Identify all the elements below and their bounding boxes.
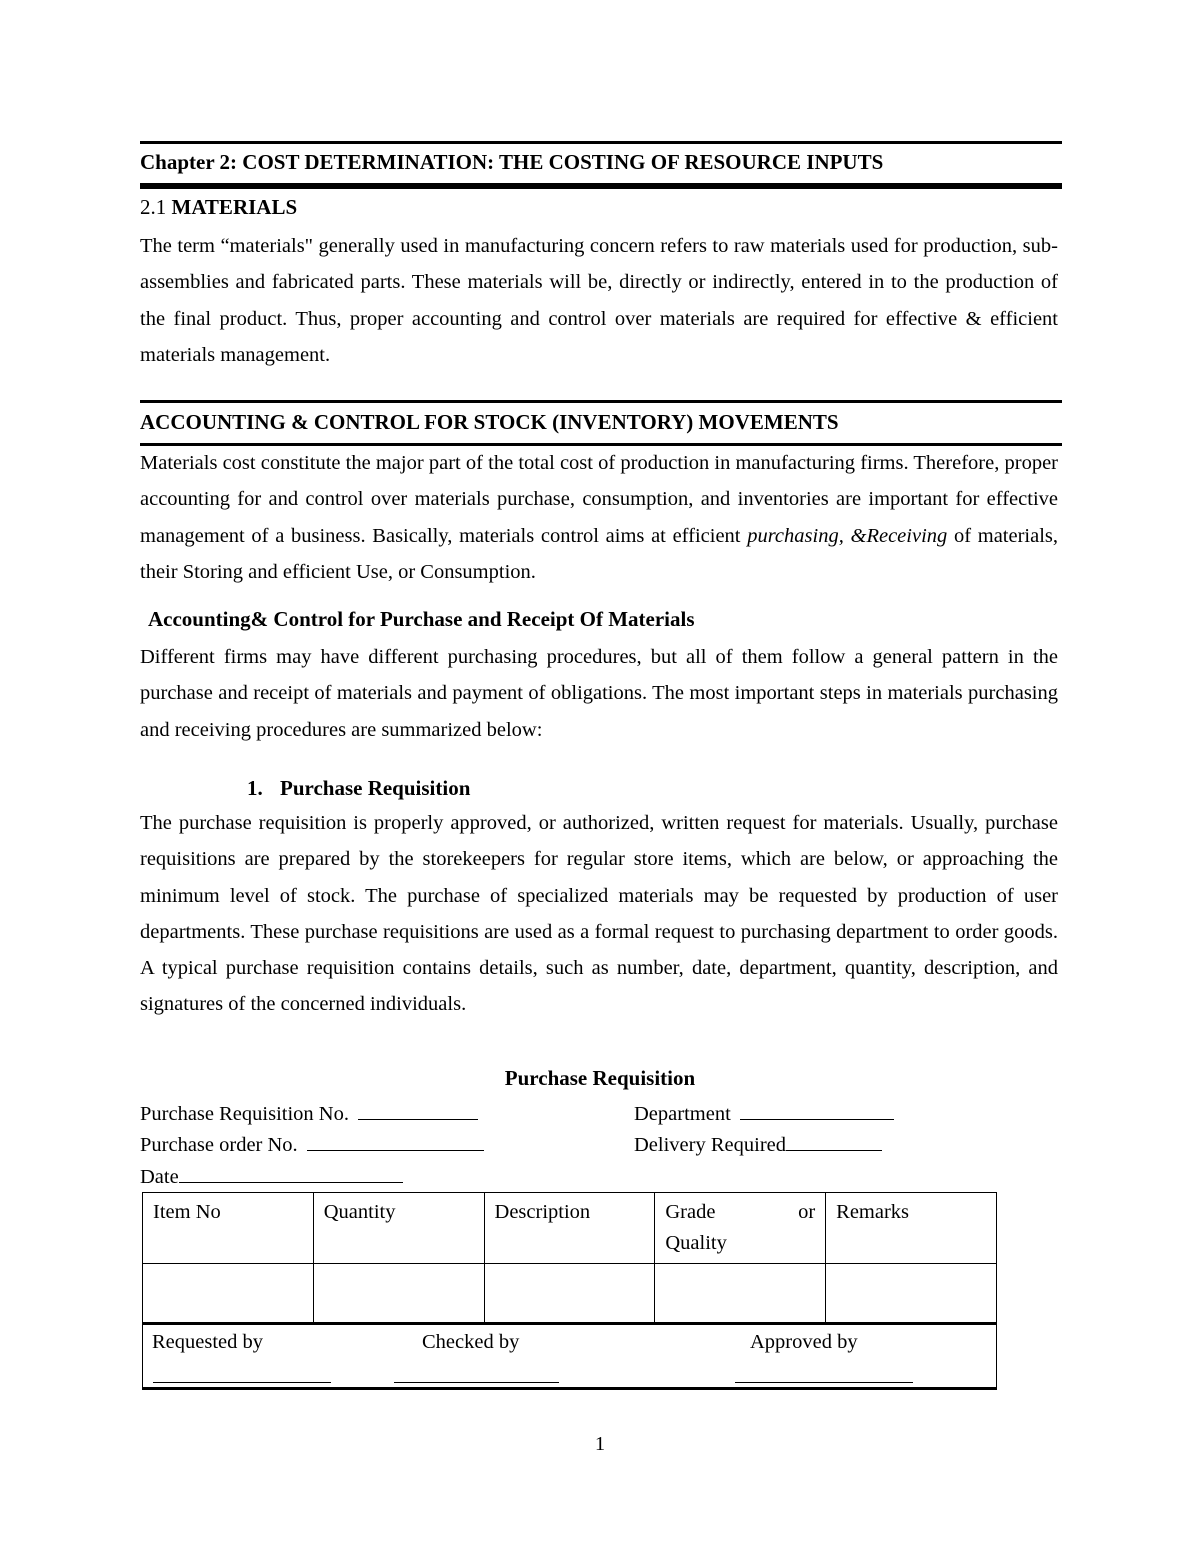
field-pr-no (140, 1101, 478, 1126)
cell-grade[interactable] (655, 1264, 826, 1324)
cell-remarks[interactable] (826, 1264, 997, 1324)
field-department (634, 1101, 894, 1126)
field-department-label: Department (634, 1103, 731, 1125)
materials-paragraph (140, 228, 1058, 373)
field-delivery-label: Delivery Required (634, 1134, 786, 1156)
field-date (140, 1164, 403, 1189)
chapter-title: Chapter 2: COST DETERMINATION: THE COSTING OF RESOURCE INPUTS (140, 150, 884, 174)
col-header-quantity: Quantity (313, 1193, 484, 1264)
approved-by-signature-line[interactable] (735, 1382, 913, 1383)
field-po-no-label: Purchase order No. (140, 1134, 298, 1156)
field-department-blank[interactable] (740, 1101, 894, 1120)
table-header-row (143, 1193, 997, 1264)
checked-by-signature-line[interactable] (394, 1382, 559, 1383)
col-header-description: Description (484, 1193, 655, 1264)
step1-title: Purchase Requisition (280, 776, 471, 800)
col-header-item-no: Item No (143, 1193, 314, 1264)
quality-word: Quality (665, 1232, 727, 1254)
grade-or-word: or (798, 1201, 816, 1223)
field-delivery-blank[interactable] (786, 1132, 882, 1151)
field-delivery (634, 1132, 882, 1157)
field-po-no (140, 1132, 484, 1157)
purchase-paragraph-text: Different firms may have different purchasing procedures, but all of them follow a general pattern in the purchase and receipt of materials and payment of obligations. The most important steps in materials purchasing and receiving procedures are summarized below: (140, 646, 1058, 741)
field-pr-no-label: Purchase Requisition No. (140, 1103, 349, 1125)
control-text-italic: purchasing, &Receiving (747, 524, 948, 547)
signature-row (143, 1324, 997, 1389)
grade-word: Grade (665, 1201, 716, 1223)
step1-paragraph-text: The purchase requisition is properly approved, or authorized, written request for materials. Usually, purchase requisitions are prepared by the storekeepers for regular store items, which are below, or approaching the minimum level of stock. The purchase of specialized materials may be requested by production of user departments. These purchase requisitions are used as a formal request to purchasing department to order goods. A typical purchase requisition contains details, such as number, date, department, quantity, description, and signatures of the concerned individuals. (140, 812, 1058, 1016)
field-date-blank[interactable] (179, 1164, 403, 1183)
requested-by-label: Requested by (152, 1331, 264, 1353)
field-date-label: Date (140, 1166, 179, 1188)
col-header-remarks: Remarks (826, 1193, 997, 1264)
control-text-after: of materials, their Storing and efficient Use, or Consumption. (140, 524, 1059, 583)
control-top-rule (140, 400, 1062, 403)
requisition-table (142, 1192, 997, 1390)
grade-line (665, 1197, 815, 1228)
section-title: MATERIALS (171, 195, 298, 219)
approved-by-label: Approved by (750, 1331, 858, 1353)
requested-by-signature-line[interactable] (153, 1382, 331, 1383)
chapter-top-rule (140, 141, 1062, 144)
field-pr-no-blank[interactable] (358, 1101, 478, 1120)
step1-paragraph (140, 805, 1058, 1023)
control-heading: ACCOUNTING & CONTROL FOR STOCK (INVENTORY) MOVEMENTS (140, 410, 839, 434)
checked-by-label: Checked by (422, 1331, 520, 1353)
purchase-heading: Accounting& Control for Purchase and Receipt Of Materials (148, 607, 695, 631)
chapter-bottom-rule (140, 183, 1062, 189)
table-row (143, 1264, 997, 1324)
cell-description[interactable] (484, 1264, 655, 1324)
cell-quantity[interactable] (313, 1264, 484, 1324)
control-paragraph (140, 445, 1058, 590)
form-title: Purchase Requisition (504, 1066, 696, 1090)
control-text-before: Materials cost constitute the major part of the total cost of production in manufacturing firms. Therefore, proper accounting for and control over materials purchase, consumption, and inventories are important for effective management of a business. Basically, materials control aims at efficient (140, 452, 1058, 547)
section-number: 2.1 (140, 195, 167, 219)
step1-number: 1. (247, 776, 263, 800)
cell-item-no[interactable] (143, 1264, 314, 1324)
signature-cell (143, 1324, 997, 1389)
field-po-no-blank[interactable] (307, 1132, 484, 1151)
section-materials-heading (140, 195, 297, 219)
purchase-paragraph (140, 639, 1058, 748)
control-paragraph-text (140, 445, 1058, 590)
page-number: 1 (594, 1433, 606, 1455)
step1-heading (247, 775, 470, 801)
materials-paragraph-text: The term “materials" generally used in manufacturing concern refers to raw materials used for production, sub-assemblies and fabricated parts. These materials will be, directly or indirectly, entered in to the production of the final product. Thus, proper accounting and control over materials are required for effective & efficient materials management. (140, 235, 1058, 366)
col-header-grade (655, 1193, 826, 1264)
